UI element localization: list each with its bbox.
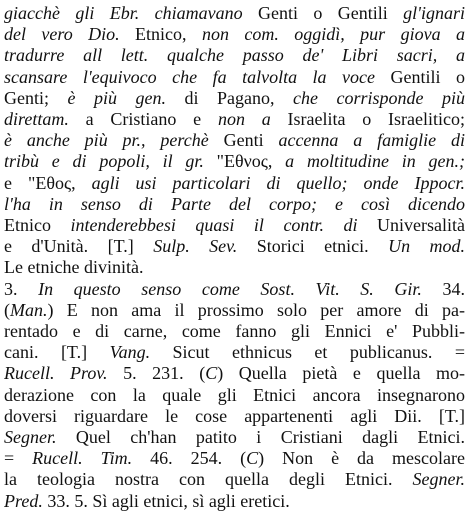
text-line bbox=[4, 405, 465, 427]
italic-run: C bbox=[205, 363, 218, 384]
roman-run: "Εθνος, bbox=[216, 151, 273, 172]
roman-run: Sicut ethnicus et publicanus. = bbox=[150, 342, 465, 363]
text-line bbox=[4, 172, 465, 194]
roman-run: Genti o Gentili bbox=[242, 3, 404, 23]
roman-run: Etnico, bbox=[119, 24, 202, 45]
italic-run: è anche più pr., perchè bbox=[4, 130, 209, 151]
italic-run: In questo senso come Sost. Vit. S. Gir. bbox=[38, 278, 422, 299]
roman-run: e d'Unità. [T.] bbox=[4, 236, 154, 257]
italic-run: Segner. bbox=[412, 469, 465, 490]
italic-run: Rucell. Prov. bbox=[4, 363, 108, 384]
text-line bbox=[4, 490, 465, 512]
text-line bbox=[4, 108, 465, 130]
italic-run: agli usi particolari di quello; onde Ippocr. bbox=[91, 172, 465, 193]
italic-run: Vang. bbox=[109, 342, 151, 363]
italic-run: non com. oggidì, pur giova a bbox=[201, 24, 465, 45]
italic-run: del vero Dio. bbox=[4, 24, 120, 45]
text-line bbox=[4, 256, 465, 278]
italic-run: tradurre all lett. qualche passo de' Libri sacri, a bbox=[4, 45, 465, 66]
text-line bbox=[4, 341, 465, 363]
text-line bbox=[4, 320, 465, 342]
roman-run: doversi riguardare le cose appartenenti agli Dii. [T.] bbox=[4, 405, 465, 426]
roman-run: e "Εθος, bbox=[4, 172, 92, 193]
italic-run: Rucell. Tim. bbox=[32, 448, 133, 469]
italic-run: tribù e di popoli, il gr. bbox=[4, 151, 217, 172]
text-line bbox=[4, 214, 465, 236]
italic-run: Pred. bbox=[4, 490, 43, 511]
roman-run: ( bbox=[4, 299, 10, 320]
roman-run: 5. 231. ( bbox=[107, 363, 206, 384]
text-line bbox=[4, 150, 465, 172]
roman-run: la teologia nostra con quella degli Etnici. bbox=[4, 469, 413, 490]
italic-run: scansare l'equivoco che fa talvolta la voce bbox=[4, 66, 376, 87]
italic-run: gl'ignari bbox=[403, 3, 465, 23]
roman-run: rentado e di carne, come fanno gli Ennici e' Pubbli- bbox=[4, 321, 465, 341]
roman-run: 33. 5. Sì agli etnici, sì agli eretici. bbox=[42, 490, 290, 511]
roman-run: a Cristiano e bbox=[68, 109, 218, 129]
italic-run: è più gen. bbox=[67, 87, 166, 108]
roman-run: ) E non ama il prossimo solo per amore di pa- bbox=[47, 299, 465, 320]
roman-run: Gentili o bbox=[375, 66, 465, 87]
italic-run: Segner. bbox=[4, 427, 57, 447]
text-line bbox=[4, 235, 465, 257]
text-line bbox=[4, 87, 465, 109]
italic-run: direttam. bbox=[4, 109, 69, 129]
italic-run: non a bbox=[217, 109, 271, 129]
roman-run: ) Non è da mescolare bbox=[258, 448, 465, 469]
roman-run: 34. bbox=[421, 278, 465, 299]
roman-run: Universalità bbox=[357, 215, 465, 235]
italic-run: intenderebbesi quasi il contr. di bbox=[70, 215, 358, 235]
roman-run: 46. 254. ( bbox=[132, 448, 247, 469]
roman-run: cani. [T.] bbox=[4, 342, 110, 363]
roman-run: Genti bbox=[208, 130, 279, 151]
text-line bbox=[4, 278, 465, 300]
roman-run: Quel ch'han patito i Cristiani dagli Etnici. bbox=[56, 427, 465, 447]
italic-run: l'ha in senso di Parte del corpo; e così dicendo bbox=[4, 193, 465, 214]
roman-run: ) Quella pietà e quella mo- bbox=[217, 363, 465, 384]
text-line bbox=[4, 23, 465, 45]
roman-run: Genti; bbox=[4, 87, 68, 108]
text-line bbox=[4, 468, 465, 490]
text-line bbox=[4, 362, 465, 384]
text-line bbox=[4, 426, 465, 448]
italic-run: che corrisponde più bbox=[293, 87, 465, 108]
roman-run: derazione con la quale gli Etnici ancora insegnarono bbox=[4, 384, 465, 405]
roman-run: = bbox=[4, 448, 33, 469]
text-line bbox=[4, 129, 465, 151]
italic-run: a moltitudine in gen.; bbox=[272, 151, 465, 172]
text-line bbox=[4, 447, 465, 469]
text-line bbox=[4, 193, 465, 215]
text-line bbox=[4, 384, 465, 406]
text-line bbox=[4, 44, 465, 66]
italic-run: C bbox=[246, 448, 259, 469]
text-line bbox=[4, 299, 465, 321]
roman-run: Israelita o Israelitico; bbox=[270, 109, 465, 129]
roman-run: Storici etnici. bbox=[237, 236, 389, 257]
roman-run: 3. bbox=[4, 278, 39, 299]
italic-run: Man. bbox=[10, 299, 48, 320]
roman-run: Etnico bbox=[4, 215, 71, 235]
roman-run: di Pagano, bbox=[166, 87, 294, 108]
roman-run: Le etniche divinità. bbox=[4, 257, 144, 278]
italic-run: giacchè gli Ebr. chiamavano bbox=[4, 3, 243, 23]
text-line bbox=[4, 2, 465, 24]
text-line bbox=[4, 66, 465, 88]
italic-run: Sulp. Sev. bbox=[153, 236, 238, 257]
italic-run: Un mod. bbox=[388, 236, 465, 257]
italic-run: accenna a famiglie di bbox=[278, 130, 465, 151]
